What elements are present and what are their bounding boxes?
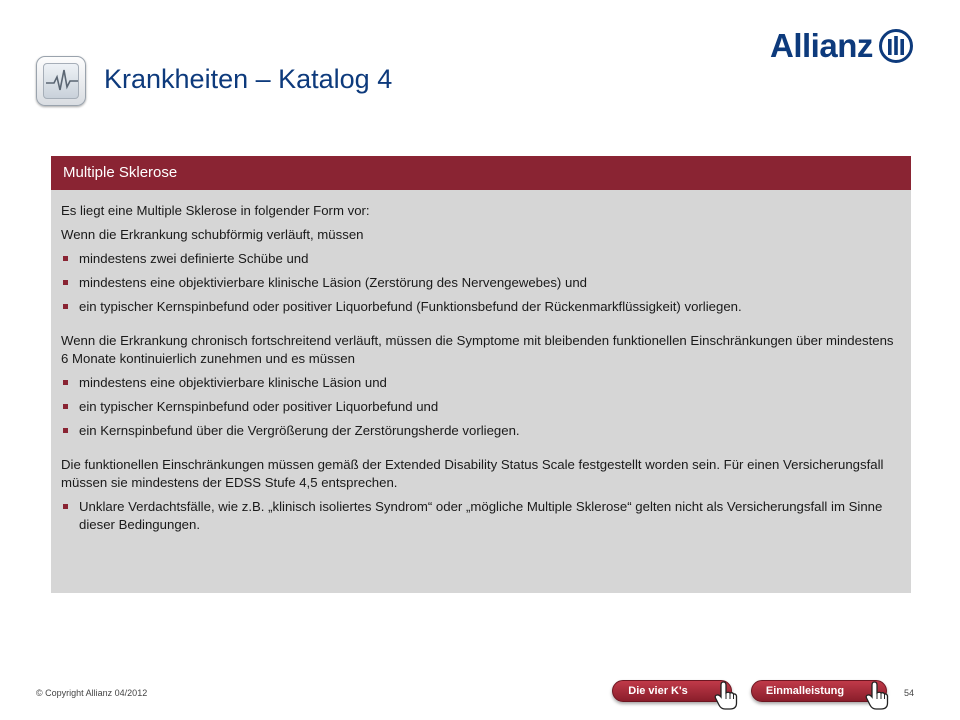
einmalleistung-button[interactable] [751, 680, 887, 702]
panel-body [51, 190, 911, 593]
button-label: Einmalleistung [765, 685, 845, 697]
bullet-icon [63, 380, 68, 385]
pointer-hand-icon [864, 681, 890, 711]
list-item: ein Kernspinbefund über die Vergrößerung der Zerstörungsherde vorliegen. [61, 422, 899, 440]
bullet-icon [63, 504, 68, 509]
list-item: ein typischer Kernspinbefund oder positiver Liquorbefund und [61, 398, 899, 416]
bullet-icon [63, 304, 68, 309]
bullet-icon [63, 428, 68, 433]
allianz-logo [770, 26, 920, 66]
content-panel [51, 156, 911, 593]
page-number: 54 [904, 688, 915, 698]
copyright-text: © Copyright Allianz 04/2012 [36, 688, 148, 698]
intro-text: Es liegt eine Multiple Sklerose in folgender Form vor: [61, 203, 370, 218]
section1-lead: Wenn die Erkrankung schubförmig verläuft, müssen [61, 227, 364, 242]
allianz-eagle-mark [878, 28, 914, 64]
pointer-hand-icon [713, 681, 739, 711]
logo-text: Allianz [770, 27, 873, 64]
section2-list [61, 374, 899, 440]
section2-lead: Wenn die Erkrankung chronisch fortschreitend verläuft, müssen die Symptome mit bleibenden funktionellen Einschränkungen über mindestens 6 Monate kontinuierlich zunehmen und es müssen [61, 333, 894, 366]
button-label: Die vier K's [628, 685, 688, 697]
bullet-icon [63, 280, 68, 285]
panel-heading: Multiple Sklerose [51, 156, 911, 190]
section3-list [61, 498, 899, 534]
heart-monitor-icon [36, 56, 86, 106]
die-vier-ks-button[interactable] [612, 680, 732, 702]
list-item: mindestens zwei definierte Schübe und [61, 250, 899, 268]
list-item: mindestens eine objektivierbare klinische Läsion (Zerstörung des Nervengewebes) und [61, 274, 899, 292]
bullet-icon [63, 404, 68, 409]
section1-list [61, 250, 899, 316]
list-item: mindestens eine objektivierbare klinische Läsion und [61, 374, 899, 392]
page-title: Krankheiten – Katalog 4 [104, 64, 393, 94]
section3-lead: Die funktionellen Einschränkungen müssen gemäß der Extended Disability Status Scale festgestellt worden sein. Für einen Versicherungsfall müssen sie mindestens der EDSS Stufe 4,5 entsprechen. [61, 457, 884, 490]
list-item: ein typischer Kernspinbefund oder positiver Liquorbefund (Funktionsbefund der Rückenmarkflüssigkeit) vorliegen. [61, 298, 899, 316]
list-item: Unklare Verdachtsfälle, wie z.B. „klinisch isoliertes Syndrom“ oder „mögliche Multiple Sklerose“ gelten nicht als Versicherungsfall im Sinne dieser Bedingungen. [61, 498, 899, 534]
bullet-icon [63, 256, 68, 261]
